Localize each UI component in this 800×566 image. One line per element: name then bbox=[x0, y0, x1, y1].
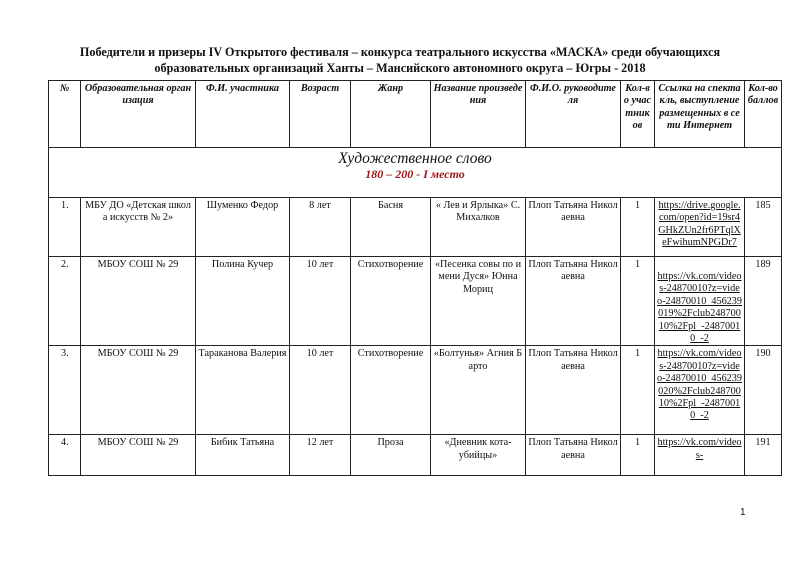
cell-leader: Плоп Татьяна Николаевна bbox=[526, 257, 621, 346]
table-row bbox=[49, 435, 782, 476]
table-row bbox=[49, 198, 782, 257]
title-line-1: Победители и призеры IV Открытого фестиваля – конкурса театрального искусства «МАСКА» среди обучающихся bbox=[79, 45, 721, 59]
header-work: Название произведения bbox=[431, 81, 526, 148]
document-title bbox=[40, 44, 760, 76]
page-number: 1 bbox=[740, 507, 746, 518]
cell-count: 1 bbox=[621, 435, 655, 476]
cell-age: 10 лет bbox=[290, 346, 351, 435]
cell-points: 185 bbox=[745, 198, 782, 257]
cell-age: 10 лет bbox=[290, 257, 351, 346]
cell-points: 189 bbox=[745, 257, 782, 346]
cell-participant: Тараканова Валерия bbox=[196, 346, 290, 435]
cell-age: 8 лет bbox=[290, 198, 351, 257]
video-link[interactable]: https://vk.com/videos- bbox=[657, 437, 742, 461]
cell-organization: МБОУ СОШ № 29 bbox=[81, 257, 196, 346]
cell-count: 1 bbox=[621, 257, 655, 346]
video-link[interactable]: https://drive.google.com/open?id=19sr4GHkZUn2fr6PTqlXeFwihumNPGDr7 bbox=[658, 200, 741, 249]
cell-organization: МБОУ СОШ № 29 bbox=[81, 435, 196, 476]
cell-number: 2. bbox=[49, 257, 81, 346]
header-participant: Ф.И. участника bbox=[196, 81, 290, 148]
cell-number: 1. bbox=[49, 198, 81, 257]
header-genre: Жанр bbox=[351, 81, 431, 148]
winners-table bbox=[48, 80, 782, 476]
cell-link bbox=[655, 257, 745, 346]
cell-organization: МБУ ДО «Детская школа искусств № 2» bbox=[81, 198, 196, 257]
video-link[interactable]: https://vk.com/videos-24870010?z=video-24870010_456239019%2Fclub24870010%2Fpl_-24870010_-2 bbox=[657, 271, 742, 345]
cell-genre: Стихотворение bbox=[351, 346, 431, 435]
cell-genre: Проза bbox=[351, 435, 431, 476]
cell-number: 3. bbox=[49, 346, 81, 435]
header-leader: Ф.И.О. руководителя bbox=[526, 81, 621, 148]
cell-participant: Полина Кучер bbox=[196, 257, 290, 346]
cell-points: 190 bbox=[745, 346, 782, 435]
cell-genre: Стихотворение bbox=[351, 257, 431, 346]
cell-leader: Плоп Татьяна Николаевна bbox=[526, 198, 621, 257]
cell-age: 12 лет bbox=[290, 435, 351, 476]
cell-count: 1 bbox=[621, 198, 655, 257]
cell-work: « Лев и Ярлыка» С. Михалков bbox=[431, 198, 526, 257]
cell-leader: Плоп Татьяна Николаевна bbox=[526, 346, 621, 435]
header-organization: Образовательная организация bbox=[81, 81, 196, 148]
cell-link bbox=[655, 435, 745, 476]
cell-link bbox=[655, 346, 745, 435]
header-age: Возраст bbox=[290, 81, 351, 148]
table-row bbox=[49, 257, 782, 346]
header-points: Кол-во баллов bbox=[745, 81, 782, 148]
table-header-row bbox=[49, 81, 782, 148]
cell-count: 1 bbox=[621, 346, 655, 435]
cell-link bbox=[655, 198, 745, 257]
header-link: Ссылка на спектакль, выступление размещенных в сети Интернет bbox=[655, 81, 745, 148]
section-subtitle: 180 – 200 - I место bbox=[365, 167, 465, 181]
cell-work: «Песенка совы по имени Дуся» Юнна Мориц bbox=[431, 257, 526, 346]
cell-number: 4. bbox=[49, 435, 81, 476]
cell-genre: Басня bbox=[351, 198, 431, 257]
cell-points: 191 bbox=[745, 435, 782, 476]
section-title: Художественное слово bbox=[338, 150, 492, 167]
table-row bbox=[49, 346, 782, 435]
section-heading bbox=[49, 148, 782, 198]
video-link[interactable]: https://vk.com/videos-24870010?z=video-24870010_456239020%2Fclub24870010%2Fpl_-24870010_-2 bbox=[657, 348, 742, 422]
cell-participant: Бибик Татьяна bbox=[196, 435, 290, 476]
header-number: № bbox=[49, 81, 81, 148]
header-participant-count: Кол-во участников bbox=[621, 81, 655, 148]
section-row bbox=[49, 148, 782, 198]
cell-leader: Плоп Татьяна Николаевна bbox=[526, 435, 621, 476]
cell-participant: Шуменко Федор bbox=[196, 198, 290, 257]
title-line-2: образовательных организаций Ханты – Мансийского автономного округа – Югры - 2018 bbox=[154, 61, 646, 75]
cell-work: «Болтунья» Агния Барто bbox=[431, 346, 526, 435]
cell-organization: МБОУ СОШ № 29 bbox=[81, 346, 196, 435]
cell-work: «Дневник кота-убийцы» bbox=[431, 435, 526, 476]
